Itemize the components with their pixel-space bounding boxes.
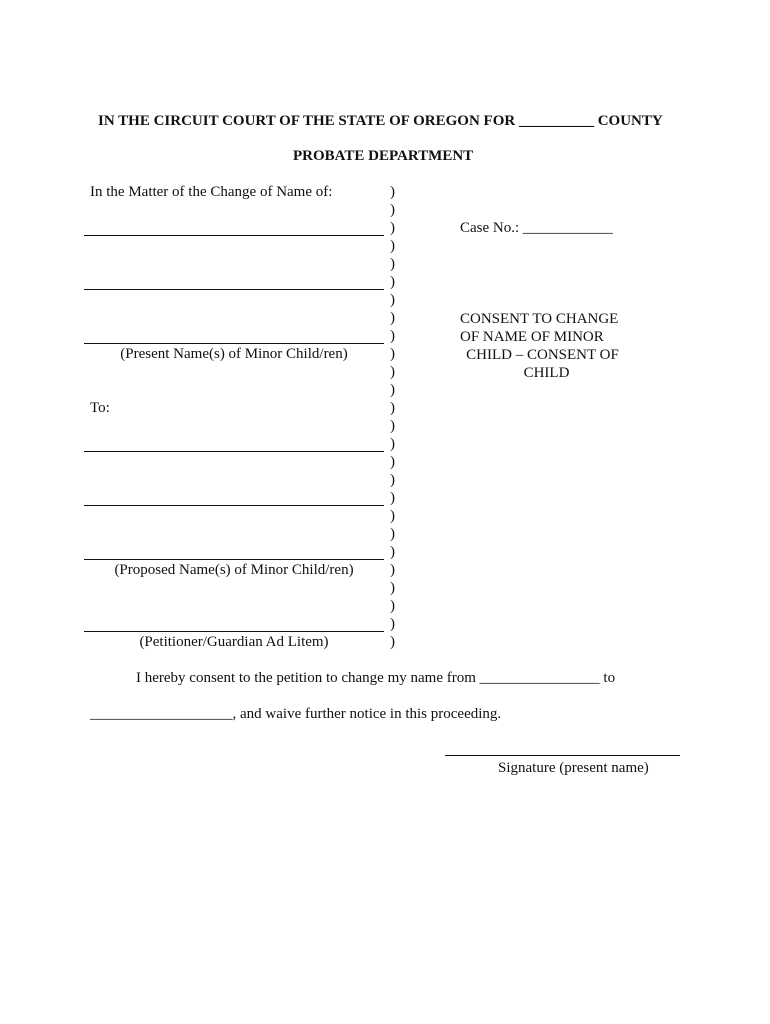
name-blank-line [84,289,384,290]
caption-paren: ) [390,544,395,560]
caption-paren: ) [390,292,395,308]
name-blank-line [84,451,384,452]
matter-label: In the Matter of the Change of Name of: [90,184,333,200]
name-blank-line [84,631,384,632]
caption-paren: ) [390,418,395,434]
court-title: IN THE CIRCUIT COURT OF THE STATE OF OREGON FOR __________ COUNTY [98,113,663,129]
present-names-label: (Present Name(s) of Minor Child/ren) [120,346,348,362]
name-blank-line [84,559,384,560]
case-number-label: Case No.: ____________ [460,220,613,236]
signature-line [445,755,680,756]
caption-paren: ) [390,454,395,470]
document-title-line: CONSENT TO CHANGE [460,311,619,327]
name-blank-line [84,343,384,344]
caption-paren: ) [390,634,395,650]
petitioner-label: (Petitioner/Guardian Ad Litem) [139,634,329,650]
department-title: PROBATE DEPARTMENT [293,148,474,164]
caption-paren: ) [390,400,395,416]
signature-label: Signature (present name) [498,760,649,776]
consent-text-line: I hereby consent to the petition to change my name from ________________ to [136,670,616,686]
document-title [460,310,630,382]
caption-paren: ) [390,526,395,542]
to-label: To: [90,400,110,416]
caption-paren: ) [390,598,395,614]
caption-paren: ) [390,616,395,632]
caption-paren: ) [390,328,395,344]
consent-text-line: ___________________, and waive further notice in this proceeding. [90,706,502,722]
caption-paren: ) [390,472,395,488]
caption-paren: ) [390,364,395,380]
document-title-line: CHILD – CONSENT OF [466,347,619,363]
caption-paren: ) [390,436,395,452]
caption-paren: ) [390,220,395,236]
caption-paren: ) [390,508,395,524]
caption-paren: ) [390,580,395,596]
caption-paren: ) [390,346,395,362]
caption-paren: ) [390,256,395,272]
caption-paren: ) [390,382,395,398]
document-title-line: OF NAME OF MINOR [460,329,604,345]
document-title-line: CHILD [523,365,570,381]
caption-paren: ) [390,310,395,326]
caption-paren: ) [390,184,395,200]
caption-paren: ) [390,238,395,254]
name-blank-line [84,505,384,506]
proposed-names-label: (Proposed Name(s) of Minor Child/ren) [114,562,354,578]
caption-paren: ) [390,274,395,290]
caption-paren: ) [390,490,395,506]
caption-paren: ) [390,562,395,578]
name-blank-line [84,235,384,236]
caption-paren: ) [390,202,395,218]
